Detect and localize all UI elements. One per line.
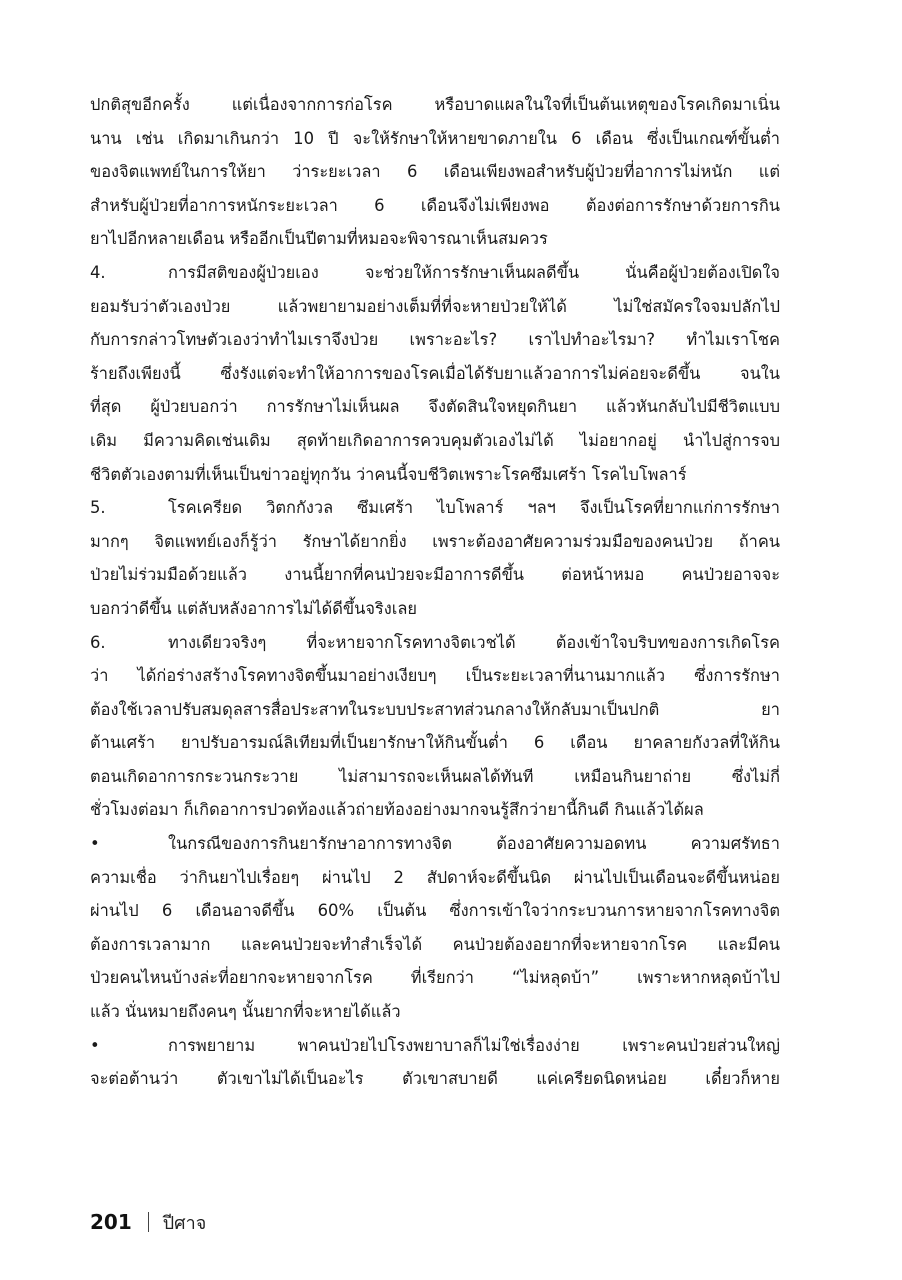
text-line: ความเชื่อ ว่ากินยาไปเรื่อยๆ ผ่านไป 2 สัปดาห์จะดีขึ้นนิด ผ่านไปเป็นเดือนจะดีขึ้นหน่อย bbox=[90, 867, 780, 887]
text-line: ต้องใช้เวลาปรับสมดุลสารสื่อประสาทในระบบประสาทส่วนกลางให้กลับมาเป็นปกติ ยา bbox=[90, 699, 780, 719]
text-line: ผ่านไป 6 เดือนอาจดีขึ้น 60% เป็นต้น ซึ่งการเข้าใจว่ากระบวนการหายจากโรคทางจิต bbox=[90, 901, 780, 921]
text-line bbox=[90, 491, 780, 525]
item-first-line: โรคเครียด วิตกกังวล ซึมเศร้า ไบโพลาร์ ฯลฯ จึงเป็นโรคที่ยากแก่การรักษา bbox=[168, 498, 780, 518]
text-line: กับการกล่าวโทษตัวเองว่าทำไมเราจึงป่วย เพราะอะไร? เราไปทำอะไรมา? ทำไมเราโชค bbox=[90, 330, 780, 350]
text-line bbox=[90, 256, 780, 290]
text-line: สำหรับผู้ป่วยที่อาการหนักระยะเวลา 6 เดือนจึงไม่เพียงพอ ต้องต่อการรักษาด้วยการกิน bbox=[90, 195, 780, 215]
text-line bbox=[90, 1029, 780, 1063]
bullet-marker: • bbox=[90, 834, 100, 854]
text-line: ป่วยไม่ร่วมมือด้วยแล้ว งานนี้ยากที่คนป่วยจะมีอาการดีขึ้น ต่อหน้าหมอ คนป่วยอาจจะ bbox=[90, 565, 780, 585]
text-line: มากๆ จิตแพทย์เองก็รู้ว่า รักษาได้ยากยิ่ง เพราะต้องอาศัยความร่วมมือของคนป่วย ถ้าคน bbox=[90, 531, 780, 551]
text-line: จะต่อต้านว่า ตัวเขาไม่ได้เป็นอะไร ตัวเขาสบายดี แค่เครียดนิดหน่อย เดี๋ยวก็หาย bbox=[90, 1069, 780, 1089]
footer-divider bbox=[148, 1212, 149, 1232]
item-first-line: ในกรณีของการกินยารักษาอาการทางจิต ต้องอาศัยความอดทน ความศรัทธา bbox=[168, 834, 780, 854]
text-line: เดิม มีความคิดเช่นเดิม สุดท้ายเกิดอาการควบคุมตัวเองไม่ได้ ไม่อยากอยู่ นำไปสู่การจบ bbox=[90, 430, 780, 450]
paragraph-continuation bbox=[90, 88, 780, 256]
text-line: ต้องการเวลามาก และคนป่วยจะทำสำเร็จได้ คนป่วยต้องอยากที่จะหายจากโรค และมีคน bbox=[90, 934, 780, 954]
text-line: ตอนเกิดอาการกระวนกระวาย ไม่สามารถจะเห็นผลได้ทันที เหมือนกินยาถ่าย ซึ่งไม่กี่ bbox=[90, 766, 780, 786]
text-line: แล้ว นั่นหมายถึงคนๆ นั้นยากที่จะหายได้แล้ว bbox=[90, 1002, 401, 1022]
text-line: ยอมรับว่าตัวเองป่วย แล้วพยายามอย่างเต็มที่ที่จะหายป่วยให้ได้ ไม่ใช่สมัครใจจมปลักไป bbox=[90, 296, 780, 316]
text-line: ต้านเศร้า ยาปรับอารมณ์ลิเทียมที่เป็นยารักษาให้กินขั้นต่ำ 6 เดือน ยาคลายกังวลที่ให้กิน bbox=[90, 733, 780, 753]
body-text bbox=[90, 88, 780, 1096]
item-number: 4. bbox=[90, 262, 106, 282]
page-footer bbox=[90, 1205, 206, 1239]
text-line: ชั่วโมงต่อมา ก็เกิดอาการปวดท้องแล้วถ่ายท้องอย่างมากจนรู้สึกว่ายานี้กินดี กินแล้วได้ผล bbox=[90, 800, 704, 820]
text-line: ร้ายถึงเพียงนี้ ซึ่งรังแต่จะทำให้อาการของโรคเมื่อได้รับยาแล้วอาการไม่ค่อยจะดีขึ้น จนใน bbox=[90, 363, 780, 383]
text-line: ยาไปอีกหลายเดือน หรืออีกเป็นปีตามที่หมอจะพิจารณาเห็นสมควร bbox=[90, 229, 548, 249]
text-line: บอกว่าดีขึ้น แต่ลับหลังอาการไม่ได้ดีขึ้นจริงเลย bbox=[90, 598, 417, 618]
numbered-item-4 bbox=[90, 256, 780, 491]
text-line: นาน เช่น เกิดมาเกินกว่า 10 ปี จะให้รักษาให้หายขาดภายใน 6 เดือน ซึ่งเป็นเกณฑ์ขั้นต่ำ bbox=[90, 128, 780, 148]
bullet-marker: • bbox=[90, 1035, 100, 1055]
item-number: 6. bbox=[90, 632, 106, 652]
bullet-item bbox=[90, 1029, 780, 1096]
item-number: 5. bbox=[90, 498, 106, 518]
item-first-line: ทางเดียวจริงๆ ที่จะหายจากโรคทางจิตเวชได้ ต้องเข้าใจบริบทของการเกิดโรค bbox=[168, 632, 780, 652]
text-line: ปกติสุขอีกครั้ง แต่เนื่องจากการก่อโรค หรือบาดแผลในใจที่เป็นต้นเหตุของโรคเกิดมาเนิ่น bbox=[90, 95, 780, 114]
text-line: ที่สุด ผู้ป่วยบอกว่า การรักษาไม่เห็นผล จึงตัดสินใจหยุดกินยา แล้วหันกลับไปมีชีวิตแบบ bbox=[90, 397, 780, 417]
text-line: ป่วยคนไหนบ้างล่ะที่อยากจะหายจากโรค ที่เรียกว่า “ไม่หลุดบ้า” เพราะหากหลุดบ้าไป bbox=[90, 968, 780, 988]
text-line: ว่า ได้ก่อร่างสร้างโรคทางจิตขึ้นมาอย่างเงียบๆ เป็นระยะเวลาที่นานมากแล้ว ซึ่งการรักษา bbox=[90, 666, 780, 686]
bullet-item bbox=[90, 827, 780, 1029]
item-first-line: การมีสติของผู้ป่วยเอง จะช่วยให้การรักษาเห็นผลดีขึ้น นั่นคือผู้ป่วยต้องเปิดใจ bbox=[168, 262, 780, 282]
text-line: ของจิตแพทย์ในการให้ยา ว่าระยะเวลา 6 เดือนเพียงพอสำหรับผู้ป่วยที่อาการไม่หนัก แต่ bbox=[90, 162, 780, 182]
text-line: ชีวิตตัวเองตามที่เห็นเป็นข่าวอยู่ทุกวัน ว่าคนนี้จบชีวิตเพราะโรคซึมเศร้า โรคไบโพลาร์ bbox=[90, 464, 687, 484]
numbered-item-6 bbox=[90, 626, 780, 828]
text-line bbox=[90, 827, 780, 861]
page-number: 201 bbox=[90, 1210, 132, 1234]
text-line bbox=[90, 626, 780, 660]
numbered-item-5 bbox=[90, 491, 780, 625]
running-title: ปีศาจ bbox=[162, 1213, 207, 1234]
item-first-line: การพยายาม พาคนป่วยไปโรงพยาบาลก็ไม่ใช่เรื่องง่าย เพราะคนป่วยส่วนใหญ่ bbox=[168, 1035, 780, 1055]
